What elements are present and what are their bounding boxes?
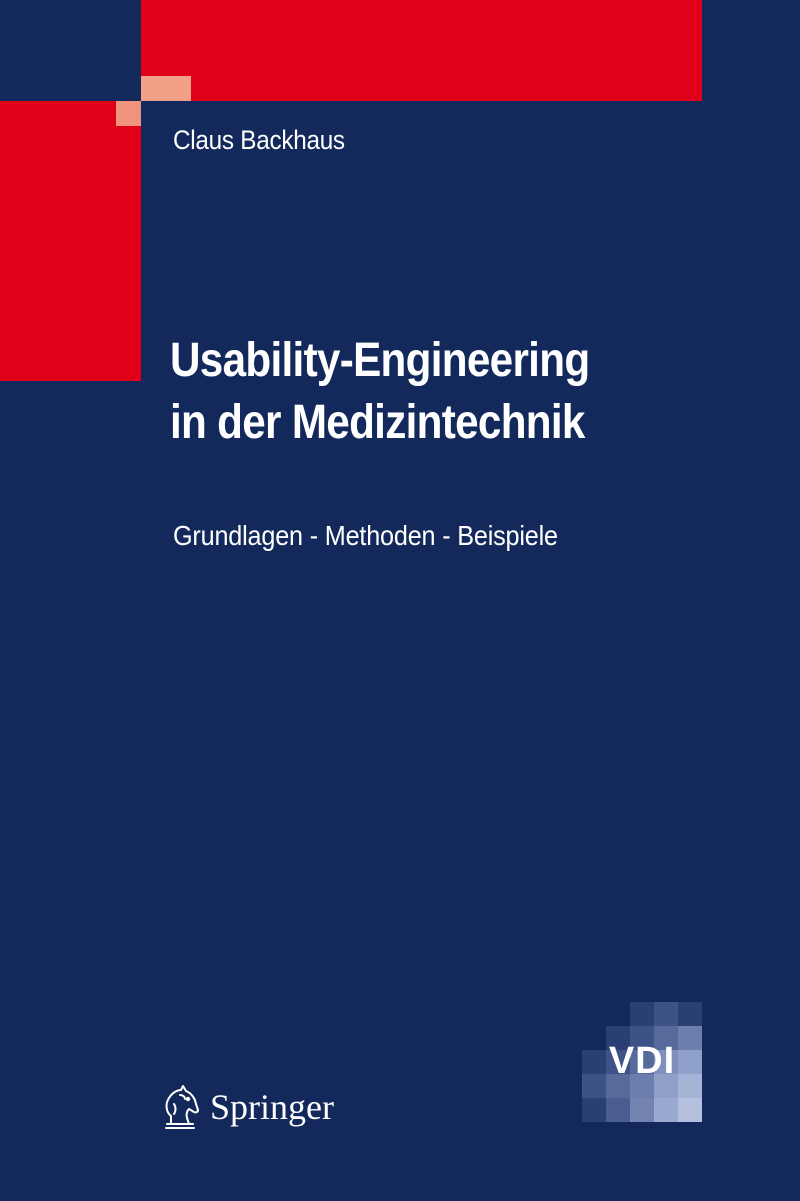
author-name: Claus Backhaus <box>173 125 345 155</box>
salmon-square-corner <box>116 101 141 126</box>
book-subtitle: Grundlagen - Methoden - Beispiele <box>173 520 558 551</box>
vdi-pixel <box>654 1002 678 1026</box>
vdi-pixel <box>582 1098 606 1122</box>
publisher-name: Springer <box>210 1087 334 1127</box>
red-banner-top <box>141 0 702 101</box>
book-title <box>170 330 589 454</box>
title-line-1: Usability-Engineering <box>170 334 590 387</box>
vdi-icon <box>582 1002 702 1122</box>
springer-knight-icon <box>158 1082 204 1132</box>
title-line-2: in der Medizintechnik <box>170 396 585 449</box>
vdi-logo-text: VDI <box>608 1040 676 1082</box>
publisher-logo <box>158 1082 334 1132</box>
vdi-pixel <box>630 1002 654 1026</box>
vdi-pixel <box>630 1098 654 1122</box>
red-banner-left <box>0 101 141 381</box>
vdi-pixel <box>606 1002 630 1026</box>
salmon-square-top <box>141 76 191 101</box>
vdi-pixel <box>678 1002 702 1026</box>
vdi-pixel <box>678 1098 702 1122</box>
vdi-pixel <box>606 1098 630 1122</box>
vdi-pixel <box>582 1002 606 1026</box>
vdi-pixel <box>654 1098 678 1122</box>
